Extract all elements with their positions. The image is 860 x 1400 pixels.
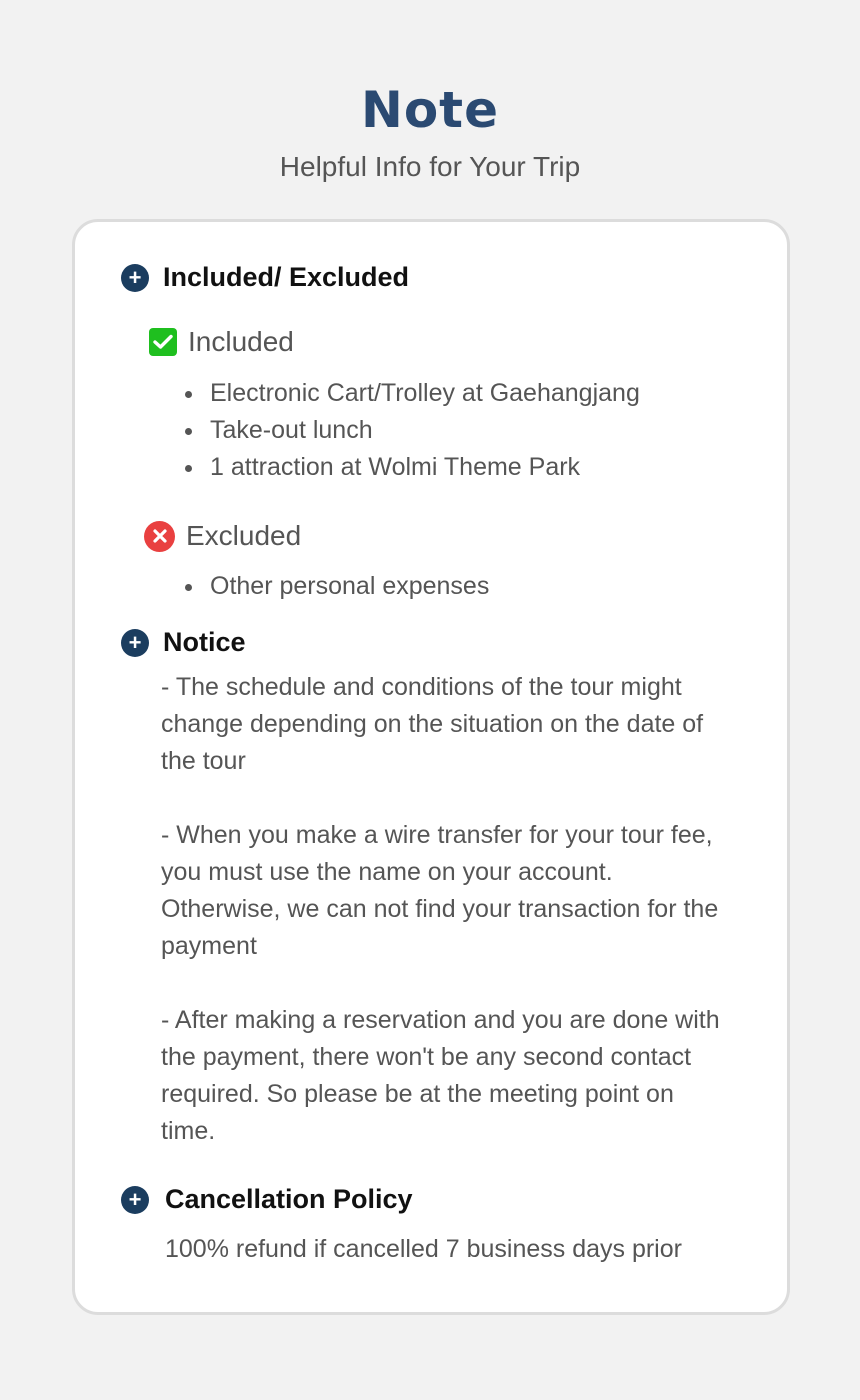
cancellation-policy-text: 100% refund if cancelled 7 business days prior <box>165 1235 682 1263</box>
included-list <box>183 375 640 486</box>
check-box-icon <box>149 328 177 356</box>
section-title: Cancellation Policy <box>165 1184 413 1214</box>
info-card <box>72 219 790 1315</box>
excluded-label: Excluded <box>186 520 302 551</box>
excluded-subheader <box>144 520 301 552</box>
notice-paragraph: - When you make a wire transfer for your tour fee, you must use the name on your account. Otherwise, we can not find your transaction for the payment <box>161 821 719 960</box>
plus-circle-icon: + <box>121 629 149 657</box>
section-title: Notice <box>163 627 246 657</box>
included-label: Included <box>188 326 294 357</box>
page-subtitle: Helpful Info for Your Trip <box>279 151 581 182</box>
excluded-list <box>183 568 489 605</box>
included-subheader <box>149 326 294 358</box>
list-item: Other personal expenses <box>183 568 489 605</box>
notice-paragraph: - After making a reservation and you are done with the payment, there won't be any second contact required. So please be at the meeting point on time. <box>161 1006 720 1145</box>
notice-paragraph: - The schedule and conditions of the tour might change depending on the situation on the date of the tour <box>161 673 704 775</box>
section-title: Included/ Excluded <box>163 262 410 292</box>
plus-circle-icon: + <box>121 264 149 292</box>
section-included-excluded-header <box>121 262 409 293</box>
list-item: Take-out lunch <box>183 412 640 449</box>
list-item: Electronic Cart/Trolley at Gaehangjang <box>183 375 640 412</box>
section-cancellation-header <box>121 1184 413 1215</box>
plus-circle-icon: + <box>121 1186 149 1214</box>
page-title: Note <box>360 81 499 139</box>
list-item: 1 attraction at Wolmi Theme Park <box>183 449 640 486</box>
section-notice-header <box>121 627 246 658</box>
x-circle-icon <box>144 521 175 552</box>
